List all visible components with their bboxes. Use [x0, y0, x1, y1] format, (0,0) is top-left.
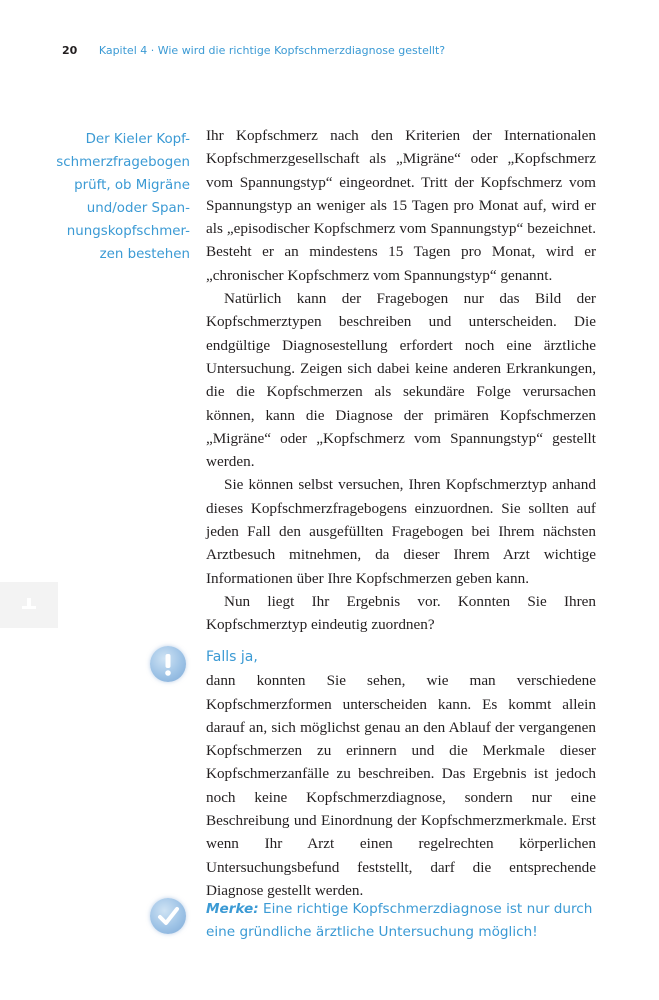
margin-note-line: prüft, ob Migräne	[74, 178, 190, 193]
callout-heading: Falls ja,	[206, 649, 258, 665]
chapter-title: Kapitel 4 · Wie wird die richtige Kopfschmerzdiagnose gestellt?	[98, 44, 446, 57]
margin-note-line: schmerzfragebogen	[56, 155, 190, 170]
exclamation-icon	[150, 646, 186, 682]
margin-note-line: Der Kieler Kopf-	[85, 132, 190, 147]
checkmark-icon	[150, 898, 186, 934]
margin-note-line: nungskopfschmer-	[66, 224, 190, 239]
main-text	[206, 124, 596, 637]
paragraph: Ihr Kopfschmerz nach den Kriterien der Internationalen Kopfschmerzgesellschaft als „Migräne“ oder „Kopfschmerz vom Spannungstyp“ eingeordnet. Tritt der Kopfschmerz vom Spannungstyp an weniger als 15 Tagen pro Monat auf, wird er als „episodischer Kopfschmerz vom Spannungstyp“ bezeichnet. Besteht er an mindestens 15 Tagen pro Monat, wird er „chronischer Kopfschmerz vom Spannungstyp“ genannt.	[206, 127, 596, 284]
page-number: 20	[62, 44, 78, 57]
paragraph: Sie können selbst versuchen, Ihren Kopfschmerztyp anhand dieses Kopfschmerzfragebogens einzuordnen. Sie sollten auf jeden Fall den ausgefüllten Fragebogen bei Ihrem nächsten Arztbesuch mitnehmen, da dieser Ihrem Arzt wichtige Informationen über Ihre Kopfschmerzen geben kann.	[206, 476, 596, 587]
margin-note-line: zen bestehen	[99, 247, 190, 262]
merke-label: Merke:	[206, 901, 259, 917]
margin-note-line: und/oder Span-	[86, 201, 190, 216]
merke-text: Eine richtige Kopfschmerzdiagnose ist nur durch eine gründliche ärztliche Untersuchung möglich!	[206, 901, 593, 940]
running-header	[62, 44, 445, 57]
merke-note	[206, 898, 596, 944]
paragraph: Natürlich kann der Fragebogen nur das Bild der Kopfschmerztypen beschreiben und unterscheiden. Die endgültige Diagnosestellung erfordert noch eine ärztliche Untersuchung. Zeigen sich dabei keine anderen Erkrankungen, die die Kopfschmerzen als sekundäre Folge verursachen können, kann die Diagnose der primären Kopfschmerzen „Migräne“ oder „Kopfschmerz vom Spannungstyp“ gestellt werden.	[206, 290, 596, 471]
callout-box	[206, 646, 596, 902]
callout-text: dann konnten Sie sehen, wie man verschiedene Kopfschmerzformen unterscheiden kann. Es kommt allein darauf an, sich möglichst genau an den Ablauf der vergangenen Kopfschmerzen zu erinnern und die Merkmale dieser Kopfschmerzanfälle zu beschreiben. Das Ergebnis ist jedoch noch keine Kopfschmerzdiagnose, sondern nur eine Beschreibung und Einordnung der Kopfschmerzmerkmale. Erst wenn Ihr Arzt einen regelrechten körperlichen Untersuchungsbefund feststellt, darf die entsprechende Diagnose gestellt werden.	[206, 672, 596, 899]
margin-note	[40, 128, 190, 266]
side-tab	[0, 582, 58, 628]
paragraph: Nun liegt Ihr Ergebnis vor. Konnten Sie Ihren Kopfschmerztyp eindeutig zuordnen?	[206, 592, 596, 634]
tab-marker-icon	[20, 596, 38, 612]
